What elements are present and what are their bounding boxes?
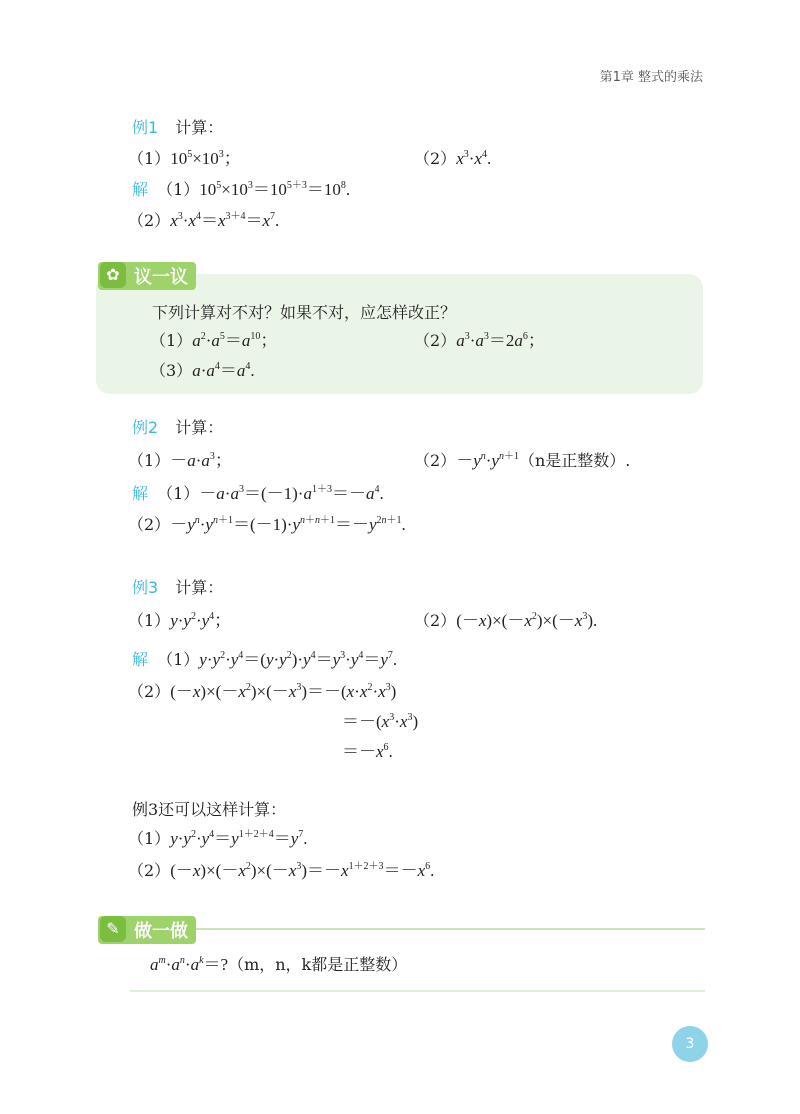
- problem-number: （2）: [128, 861, 171, 880]
- page-number: 3: [672, 1026, 708, 1062]
- example-3-prompt: 计算：: [175, 578, 224, 597]
- example-1-solution-2: $(2)x^3\cdot x^4=x^{3+4}=x^7$.: [128, 211, 280, 230]
- example-3-solution-1: 解 $(1)y\cdot y^2\cdot y^4=(y\cdot y^2)\cdot y^4=y^3\cdot y^4=y^7$.: [132, 650, 398, 669]
- problem-number: （2）: [414, 451, 457, 470]
- problem-number: （2）: [414, 611, 457, 630]
- doit-title: 做一做: [98, 916, 196, 944]
- example-3-heading: [132, 578, 223, 598]
- chapter-header: 第1章 整式的乘法: [599, 70, 703, 85]
- example-1-problem-2: $(2)x^3\cdot x^4$.: [414, 149, 492, 168]
- example-3-solution-2-step-3: $=-x^6$.: [342, 742, 393, 761]
- example-1-solution-1: 解 $(1)10^5\times 10^3=10^{5+3}=10^8$.: [132, 180, 351, 199]
- example-1-prompt: 计算：: [175, 118, 224, 137]
- example-1-problem-1: $(1)10^5\times 10^3$；: [128, 149, 241, 168]
- doit-bottom-divider: [130, 990, 705, 992]
- problem-number: （1）: [128, 611, 171, 630]
- problem-number: （2）: [414, 331, 457, 350]
- problem-number: （1）: [157, 484, 200, 503]
- doit-divider: [190, 928, 705, 930]
- problem-number: （1）: [157, 180, 200, 199]
- pencil-icon: ✎: [100, 916, 126, 942]
- discuss-item-1: $(1)a^2\cdot a^5=a^{10}$；: [150, 331, 278, 350]
- doit-question: $a^m\cdot a^n\cdot a^k=?(m$，n，k都是正整数）: [150, 955, 408, 974]
- example-3-problem-1: $(1)y\cdot y^2\cdot y^4$；: [128, 611, 232, 630]
- problem-number: （1）: [128, 451, 171, 470]
- example-2-problem-1: $(1)-a\cdot a^3$；: [128, 451, 232, 470]
- problem-number: （1）: [128, 829, 171, 848]
- problem-number: （2）: [128, 515, 171, 534]
- alternative-1: $(1)y\cdot y^2\cdot y^4=y^{1+2+4}=y^7$.: [128, 829, 308, 848]
- problem-number: （1）: [150, 331, 193, 350]
- solution-label: 解: [132, 650, 149, 669]
- discuss-item-3: $(3)a\cdot a^4=a^4$.: [150, 361, 255, 380]
- example-3-label: 例3: [132, 578, 159, 597]
- example-3-solution-2-step-2: $=-(x^3\cdot x^3)$: [342, 712, 419, 731]
- alternative-intro: 例3还可以这样计算：: [132, 800, 287, 819]
- problem-number: （2）: [128, 211, 171, 230]
- example-2-solution-1: 解 $(1)-a\cdot a^3=(-1)\cdot a^{1+3}=-a^4$.: [132, 484, 384, 503]
- problem-number: （1）: [157, 650, 200, 669]
- discuss-question: 下列计算对不对？如果不对，应怎样改正？: [152, 303, 457, 322]
- problem-note: （n是正整数）.: [518, 451, 631, 470]
- example-2-problem-2: $(2)-y^n\cdot y^{n+1}(n$是正整数）.: [414, 451, 631, 470]
- problem-number: （2）: [128, 682, 171, 701]
- discuss-item-2: $(2)a^3\cdot a^3=2a^6$；: [414, 331, 545, 350]
- example-2-heading: [132, 418, 223, 438]
- example-3-problem-2: $(2)(-x)\times(-x^2)\times(-x^3)$.: [414, 611, 598, 630]
- problem-number: （2）: [414, 149, 457, 168]
- example-2-solution-2: $(2)-y^n\cdot y^{n+1}=(-1)\cdot y^{n+n+1}=-y^{2n+1}$.: [128, 515, 406, 534]
- example-1-label: 例1: [132, 118, 159, 137]
- example-1-heading: [132, 118, 223, 138]
- alternative-2: $(2)(-x)\times(-x^2)\times(-x^3)=-x^{1+2+3}=-x^6$.: [128, 861, 435, 880]
- discuss-icon: ✿: [100, 262, 126, 288]
- solution-label: 解: [132, 484, 149, 503]
- problem-number: （3）: [150, 361, 193, 380]
- solution-label: 解: [132, 180, 149, 199]
- doit-note: （m，n，k都是正整数）: [228, 955, 408, 974]
- example-2-prompt: 计算：: [175, 418, 224, 437]
- discuss-title: 议一议: [98, 262, 196, 290]
- example-3-solution-2: $(2)(-x)\times(-x^2)\times(-x^3)=-(x\cdot x^2\cdot x^3)$: [128, 682, 397, 701]
- problem-number: （1）: [128, 149, 171, 168]
- example-2-label: 例2: [132, 418, 159, 437]
